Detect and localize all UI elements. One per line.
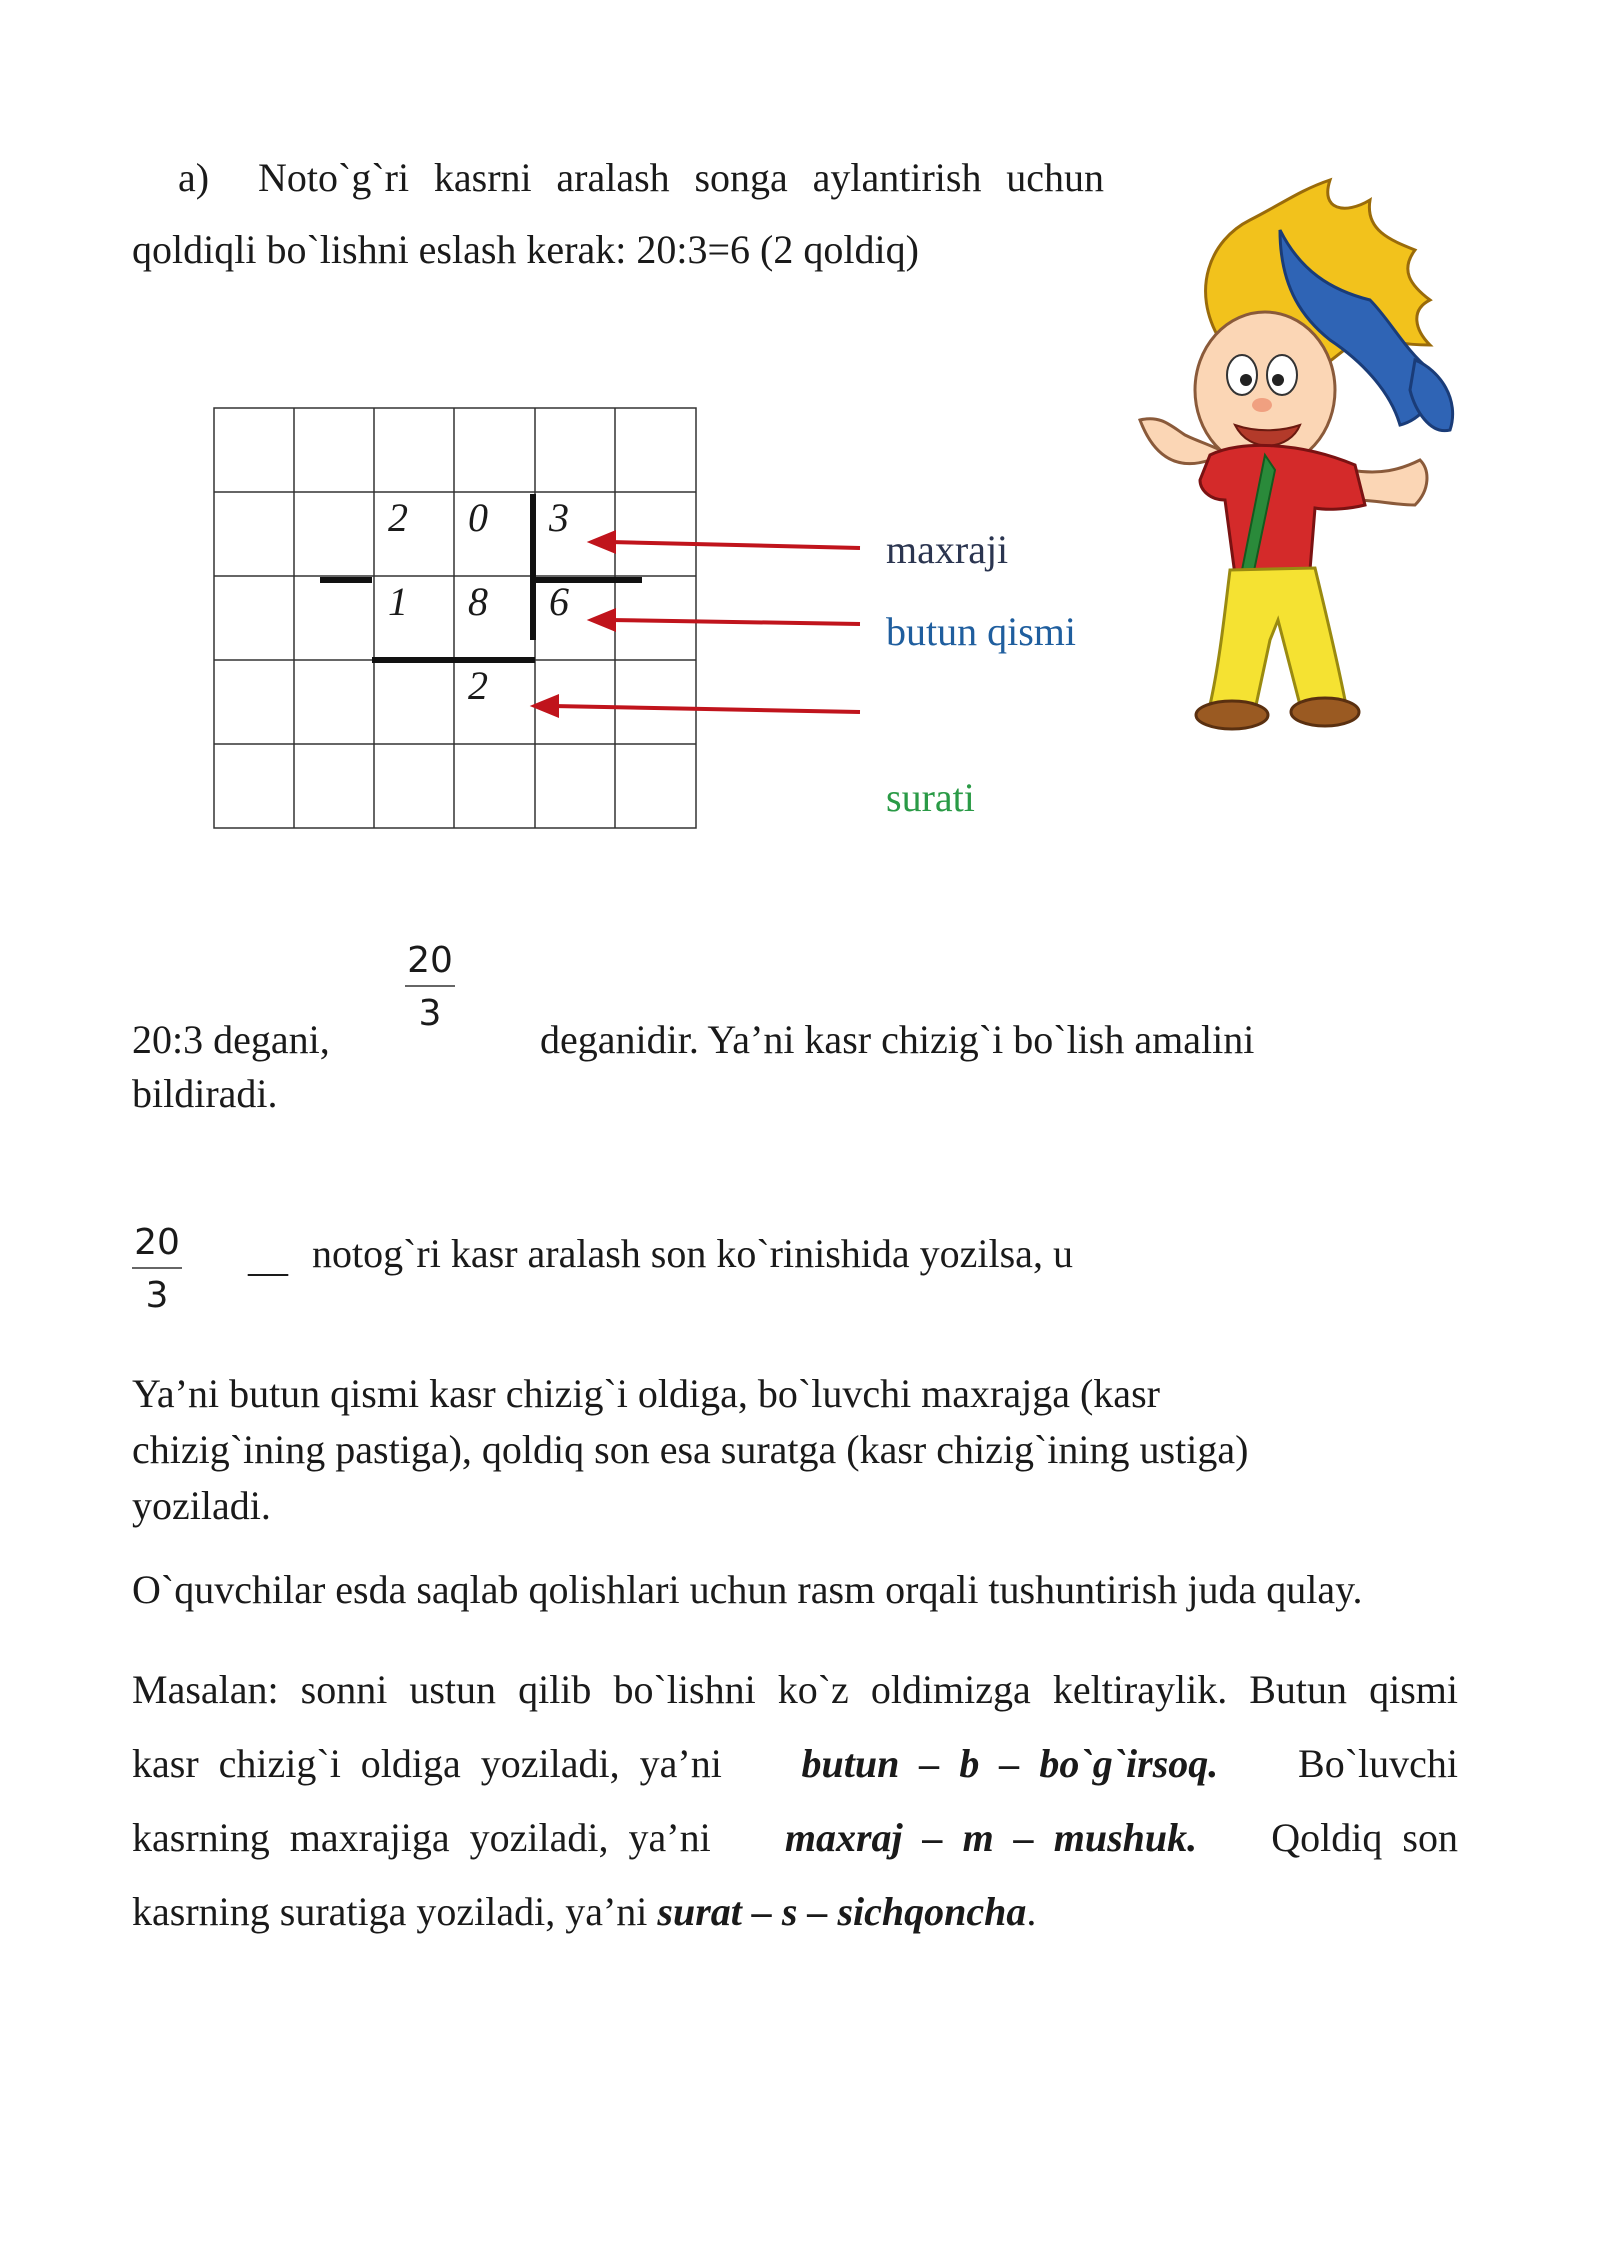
fraction-20-3-block <box>127 1222 187 1316</box>
masalan-line-2-text: kasr chizig`i oldiga yoziladi, ya’ni <box>132 1741 722 1786</box>
masalan-line-1: Masalan: sonni ustun qilib bo`lishni ko`z oldimizga keltiraylik. Butun qismi <box>132 1667 1458 1712</box>
mnemonic-butun: butun – b – bo`g`irsoq. <box>801 1741 1219 1786</box>
item-label: a) <box>178 155 210 200</box>
degani-line-2: bildiradi. <box>132 1071 278 1116</box>
quotient-digit: 6 <box>549 579 569 624</box>
masalan-line-3 <box>132 1810 1458 1866</box>
arrow-maxraji <box>610 542 860 548</box>
divisor-digit: 3 <box>549 495 569 540</box>
arrows <box>535 533 860 715</box>
intro-line-1: Noto`g`ri kasrni aralash songa aylantirish uchun <box>258 155 1104 200</box>
mnemonic-maxraj: maxraj – m – mushuk. <box>784 1815 1198 1860</box>
dividend-digit-1: 2 <box>388 495 408 540</box>
arrow-surati <box>553 706 860 712</box>
masalan-line-3-end: Qoldiq son <box>1271 1815 1458 1860</box>
fraction-bar <box>132 1267 182 1269</box>
yani-line-3: yoziladi. <box>132 1483 271 1528</box>
shoes <box>1196 698 1359 729</box>
masalan-line-3-text: kasrning maxrajiga yoziladi, ya’ni <box>132 1815 711 1860</box>
yani-line-2: chizig`ining pastiga), qoldiq son esa suratga (kasr chizig`ining ustiga) <box>132 1427 1249 1472</box>
label-surati: surati <box>886 775 975 820</box>
arrow-butun-qismi <box>610 620 860 624</box>
dash-separator: __ <box>248 1235 288 1280</box>
degani-prefix: 20:3 degani, <box>132 1017 330 1062</box>
oquvchilar-line: O`quvchilar esda saqlab qolishlari uchun rasm orqali tushuntirish juda qulay. <box>132 1567 1363 1612</box>
label-maxraji: maxraji <box>886 527 1009 572</box>
degani-suffix: deganidir. Ya’ni kasr chizig`i bo`lish amalini <box>540 1017 1255 1062</box>
masalan-line-4-end: . <box>1026 1889 1037 1934</box>
grid-lines <box>214 408 696 828</box>
label-butun-qismi: butun qismi <box>886 609 1077 654</box>
masalan-line-4 <box>132 1884 1036 1940</box>
yani-line-1: Ya’ni butun qismi kasr chizig`i oldiga, bo`luvchi maxrajga (kasr <box>132 1371 1160 1416</box>
fraction-20-3-inline <box>400 940 460 1034</box>
product-digit-1: 1 <box>388 579 408 624</box>
masalan-line-2-end: Bo`luvchi <box>1298 1741 1458 1786</box>
masalan-line-4-text: kasrning suratiga yoziladi, ya’ni <box>132 1889 648 1934</box>
cartoon-boy-illustration <box>1130 170 1490 770</box>
fraction-denominator: 3 <box>145 1275 169 1316</box>
dividend-digit-2: 0 <box>468 495 488 540</box>
fraction-numerator: 20 <box>407 940 453 981</box>
mnemonic-surat: surat – s – sichqoncha <box>657 1889 1027 1934</box>
fraction-denominator: 3 <box>418 993 442 1034</box>
pants <box>1210 568 1345 710</box>
product-digit-2: 8 <box>468 579 488 624</box>
fraction-numerator: 20 <box>134 1222 180 1263</box>
notogri-line: notog`ri kasr aralash son ko`rinishida yozilsa, u <box>312 1231 1073 1276</box>
remainder-digit: 2 <box>468 663 488 708</box>
intro-line-2: qoldiqli bo`lishni eslash kerak: 20:3=6 (2 qoldiq) <box>132 227 919 272</box>
fraction-bar <box>405 985 455 987</box>
masalan-line-2 <box>132 1736 1458 1792</box>
